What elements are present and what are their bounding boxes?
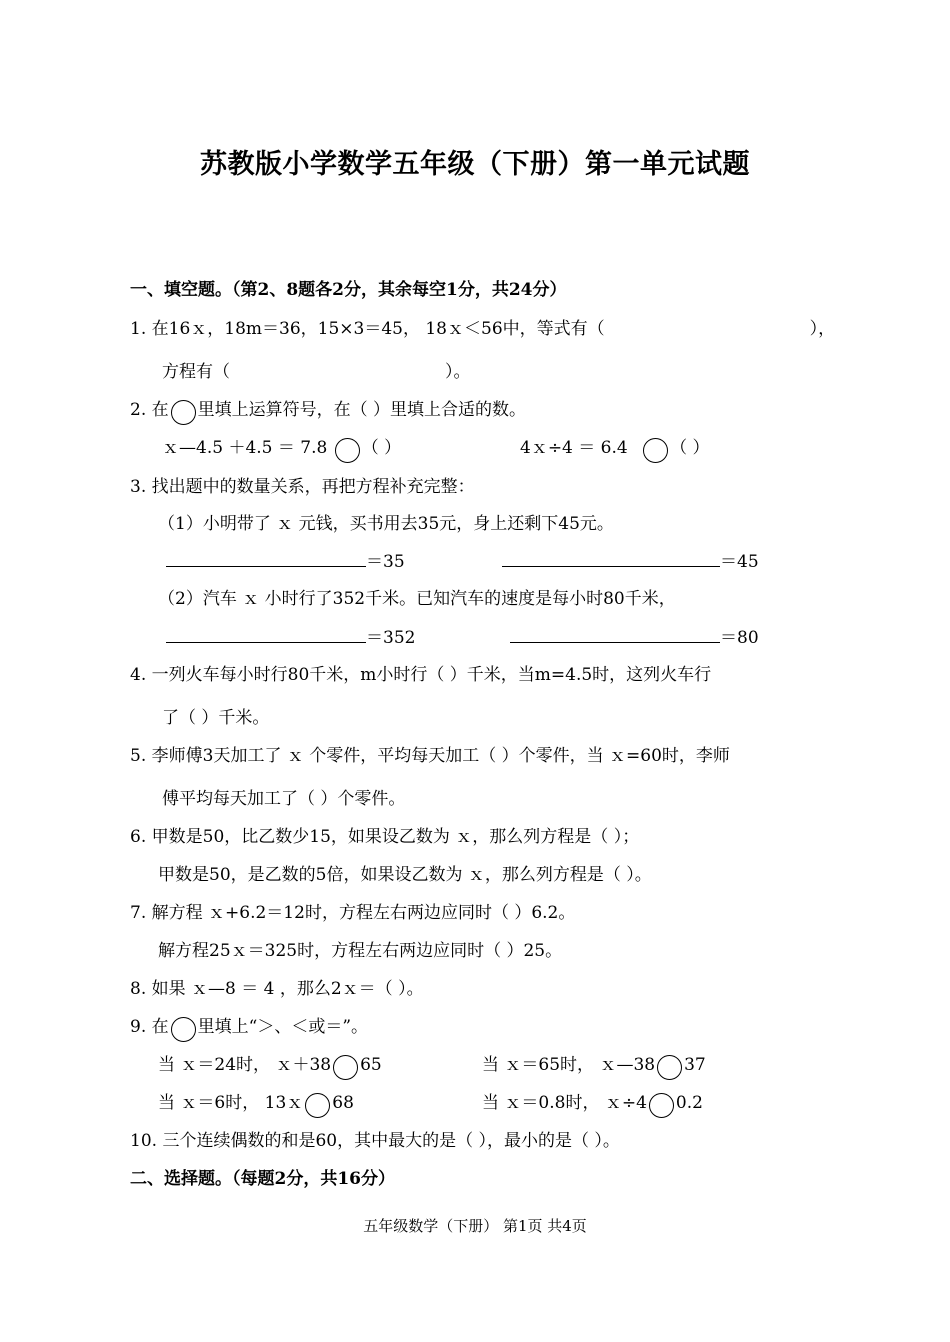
question-2-line-2 [162,437,401,463]
question-7-line-1: 7. 解方程 ｘ+6.2＝12时，方程左右两边应同时（ ）6.2。 [130,903,576,923]
question-2-expr-2: 4ｘ÷4 ＝ 6.4 [520,438,628,458]
question-9-value-3: 68 [332,1093,354,1113]
fill-blank-line [510,626,720,643]
answer-circle-icon [333,1055,358,1080]
question-3-line-1: 3. 找出题中的数量关系，再把方程补充完整： [130,477,475,497]
question-9-value-4: 0.2 [675,1093,703,1113]
answer-circle-icon [171,400,196,425]
question-3-eq-4-rhs: ＝80 [720,628,759,648]
question-9-row-1-right [482,1054,706,1080]
fill-blank-line [166,626,366,643]
question-1-equation-prompt: 方程有（ [162,362,230,382]
answer-circle-icon [335,438,360,463]
question-9-row-2-left [158,1092,354,1118]
fill-blank-line [166,550,366,567]
question-10-line-1: 10. 三个连续偶数的和是60，其中最大的是（ ），最小的是（ ）。 [130,1131,620,1151]
question-2-expr-1: ｘ—4.5 ＋4.5 ＝ 7.8 [162,438,328,458]
page-title: 苏教版小学数学五年级（下册）第一单元试题 [200,149,750,180]
question-6-line-1: 6. 甲数是50，比乙数少15，如果设乙数为 ｘ，那么列方程是（ ）； [130,827,640,847]
answer-circle-icon [643,438,668,463]
question-8-line-1: 8. 如果 ｘ—8 ＝ 4 ，那么2ｘ＝（ ）。 [130,979,424,999]
question-7-line-2: 解方程25ｘ＝325时，方程左右两边应同时（ ）25。 [158,941,563,961]
question-9-expr-1: 当 ｘ＝24时， ｘ＋38 [158,1055,332,1075]
question-1-equation-end: ）。 [445,362,471,382]
question-9-value-2: 37 [684,1055,706,1075]
question-9-text-b: 里填上“＞、＜或＝”。 [197,1017,369,1037]
question-9-row-2-right [482,1092,703,1118]
question-9-expr-3: 当 ｘ＝6时， 13ｘ [158,1093,304,1113]
question-9-expr-2: 当 ｘ＝65时， ｘ—38 [482,1055,656,1075]
answer-circle-icon [657,1055,682,1080]
question-3-line-2: （1）小明带了 ｘ 元钱，买书用去35元，身上还剩下45元。 [158,514,614,534]
fill-blank-line [502,550,720,567]
question-4-line-1: 4. 一列火车每小时行80千米，m小时行（ ）千米，当m=4.5时，这列火车行 [130,665,712,685]
answer-circle-icon [649,1093,674,1118]
question-9-value-1: 65 [360,1055,382,1075]
question-4-line-2: 了（ ）千米。 [162,708,270,728]
question-9-row-1-left [158,1054,382,1080]
question-9-text-a: 9. 在 [130,1017,169,1037]
question-1-text-end: ）， [809,319,836,339]
question-1-text: 1. 在16ｘ，18m＝36，15×3＝45， 18ｘ＜56中，等式有（ [130,319,605,339]
question-3-eq-4 [510,626,759,649]
answer-circle-icon [171,1017,196,1042]
question-6-line-2: 甲数是50，是乙数的5倍，如果设乙数为 ｘ，那么列方程是（ ）。 [158,865,652,885]
section1-heading: 一、填空题。（第2、8题各2分，其余每空1分，共24分） [130,280,567,300]
question-3-eq-3 [166,626,415,649]
question-1-line-1 [130,318,835,340]
question-3-eq-2 [502,550,759,573]
question-2-blank-2: （ ） [670,438,710,458]
question-9-expr-4: 当 ｘ＝0.8时， ｘ÷4 [482,1093,647,1113]
question-1-line-2 [162,361,471,383]
question-2-blank-1: （ ） [361,438,402,458]
question-3-eq-3-rhs: ＝352 [366,628,416,648]
page-footer: 五年级数学（下册） 第1页 共4页 [363,1217,587,1235]
question-3-eq-1-rhs: ＝35 [366,552,405,572]
question-3-line-3: （2）汽车 ｘ 小时行了352千米。已知汽车的速度是每小时80千米， [158,589,676,609]
question-5-line-2: 傅平均每天加工了（ ）个零件。 [162,789,406,809]
question-2-text-a: 2. 在 [130,400,169,420]
question-9-line-1 [130,1016,368,1042]
question-2-text-b: 里填上运算符号，在（ ）里填上合适的数。 [197,400,527,420]
question-2-line-1 [130,399,526,425]
section2-heading: 二、选择题。（每题2分，共16分） [130,1169,395,1189]
answer-circle-icon [305,1093,330,1118]
question-5-line-1: 5. 李师傅3天加工了 ｘ 个零件，平均每天加工（ ）个零件，当 ｘ=60时，李师 [130,746,730,766]
question-3-eq-2-rhs: ＝45 [720,552,759,572]
question-3-eq-1 [166,550,405,573]
question-2-line-2-right [520,437,710,463]
